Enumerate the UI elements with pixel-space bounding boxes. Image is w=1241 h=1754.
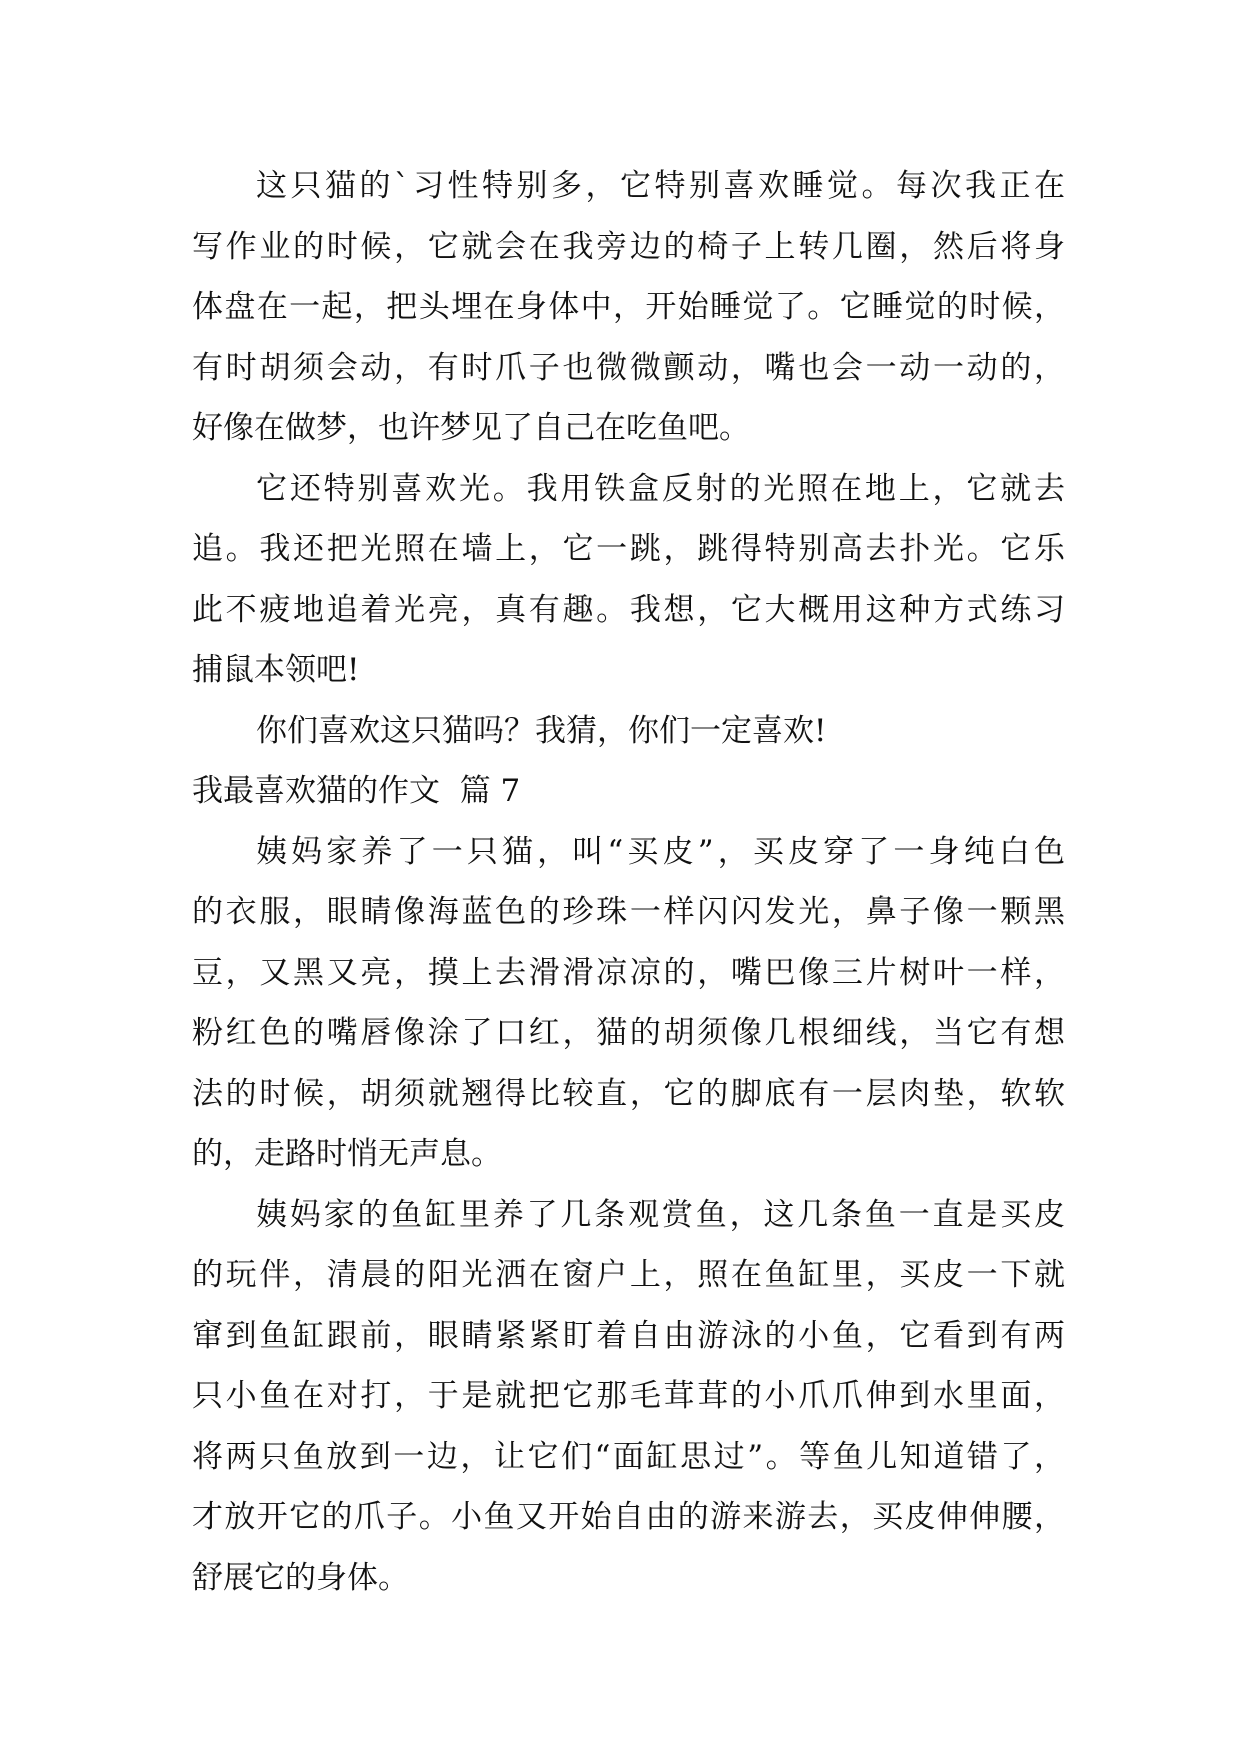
text-line: 的，走路时悄无声息。: [192, 1136, 502, 1172]
text-line: 粉红色的嘴唇像涂了口红，猫的胡须像几根细线，当它有想: [192, 1015, 1065, 1051]
section-heading: 我最喜欢猫的作文 篇 7: [192, 773, 521, 809]
text-line: 有时胡须会动，有时爪子也微微颤动，嘴也会一动一动的，: [192, 349, 1065, 386]
text-line: 你们喜欢这只猫吗？我猜，你们一定喜欢!: [256, 712, 827, 749]
text-line: 这只猫的`习性特别多，它特别喜欢睡觉。每次我正在: [256, 168, 1065, 204]
text-line: 只小鱼在对打，于是就把它那毛茸茸的小爪爪伸到水里面，: [192, 1378, 1065, 1414]
text-line: 将两只鱼放到一边，让它们“面缸思过”。等鱼儿知道错了，: [192, 1438, 1065, 1475]
text-line: 此不疲地追着光亮，真有趣。我想，它大概用这种方式练习: [192, 591, 1065, 628]
text-line: 豆，又黑又亮，摸上去滑滑凉凉的，嘴巴像三片树叶一样，: [192, 954, 1065, 991]
text-line: 姨妈家的鱼缸里养了几条观赏鱼，这几条鱼一直是买皮: [256, 1196, 1065, 1233]
paragraph: [192, 459, 1065, 701]
text-line: 的玩伴，清晨的阳光洒在窗户上，照在鱼缸里，买皮一下就: [192, 1257, 1065, 1293]
text-line: 体盘在一起，把头埋在身体中，开始睡觉了。它睡觉的时候，: [192, 289, 1065, 325]
paragraph: [192, 1185, 1065, 1609]
text-line: 才放开它的爪子。小鱼又开始自由的游来游去，买皮伸伸腰，: [192, 1499, 1065, 1535]
text-line: 的衣服，眼睛像海蓝色的珍珠一样闪闪发光，鼻子像一颗黑: [192, 894, 1065, 930]
text-line: 舒展它的身体。: [192, 1559, 409, 1596]
text-line: 法的时候，胡须就翘得比较直，它的脚底有一层肉垫，软软: [192, 1075, 1065, 1112]
text-line: 好像在做梦，也许梦见了自己在吃鱼吧。: [192, 410, 750, 446]
document-body: [192, 156, 1065, 1608]
paragraph: [192, 701, 1065, 762]
text-line: 窜到鱼缸跟前，眼睛紧紧盯着自由游泳的小鱼，它看到有两: [192, 1317, 1065, 1354]
text-line: 写作业的时候，它就会在我旁边的椅子上转几圈，然后将身: [192, 228, 1065, 265]
paragraph: [192, 822, 1065, 1185]
text-line: 姨妈家养了一只猫，叫“买皮”，买皮穿了一身纯白色: [256, 833, 1065, 870]
text-line: 追。我还把光照在墙上，它一跳，跳得特别高去扑光。它乐: [192, 531, 1065, 567]
text-line: 捕鼠本领吧!: [192, 652, 360, 688]
text-line: 它还特别喜欢光。我用铁盒反射的光照在地上，它就去: [256, 470, 1065, 507]
paragraph: [192, 156, 1065, 459]
